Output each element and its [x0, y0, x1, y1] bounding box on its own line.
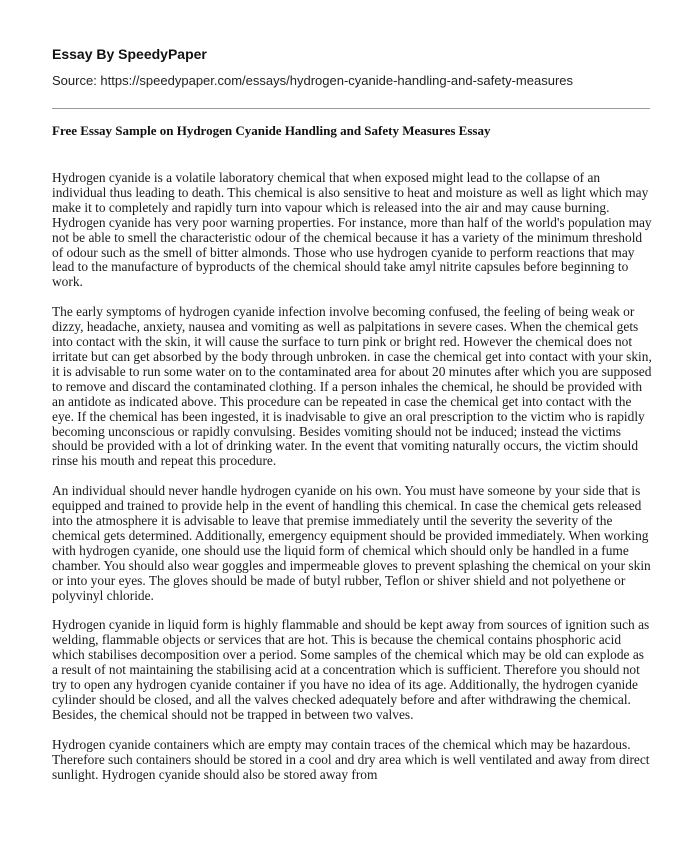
paragraph-2: The early symptoms of hydrogen cyanide infection involve becoming confused, the feeling of being weak or dizzy, headache, anxiety, nausea and vomiting as well as palpitations in severe cases. When the chemical gets into contact with the skin, it will cause the surface to turn pink or bright red. However the chemical does not irritate but can get absorbed by the body through unbroken. in case the chemical get into contact with your skin, it is advisable to run some water on to the contaminated area for about 20 minutes after which you are supposed to remove and discard the contaminated clothing. If a person inhales the chemical, he should be provided with an antidote as indicated above. This procedure can be repeated in case the chemical get into contact with the eye. If the chemical has been ingested, it is inadvisable to give an oral prescription to the victim who is rapidly becoming unconscious or rapidly convulsing. Besides vomiting should not be induced; instead the victims should be provided with a lot of drinking water. In the event that vomiting naturally occurs, the victim should rinse his mouth and repeat this procedure.: [52, 304, 652, 469]
paragraph-3: An individual should never handle hydrogen cyanide on his own. You must have someone by your side that is equipped and trained to provide help in the event of handling this chemical. In case the chemical gets released into the atmosphere it is advisable to leave that premise immediately until the severity the severity of the chemical gets determined. Additionally, emergency equipment should be provided immediately. When working with hydrogen cyanide, one should use the liquid form of chemical which should only be handled in a fume chamber. You should also wear goggles and impermeable gloves to prevent splashing the chemical on your skin or into your eyes. The gloves should be made of butyl rubber, Teflon or shiver shield and not polyethene or polyvinyl chloride.: [52, 483, 651, 603]
paragraph-4: Hydrogen cyanide in liquid form is highly flammable and should be kept away from sources of ignition such as welding, flammable objects or services that are hot. This is because the chemical contains phosphoric acid which stabilises decomposition over a period. Some samples of the chemical which may be old can explode as a result of not maintaining the stabilising acid at a concentration which is sufficient. Therefore you should not try to open any hydrogen cyanide container if you have no idea of its age. Additionally, the hydrogen cyanide cylinder should be closed, and all the valves checked adequately before and after withdrawing the chemical. Besides, the chemical should not be trapped in between two valves.: [52, 617, 650, 722]
source-line: Source: https://speedypaper.com/essays/hydrogen-cyanide-handling-and-safety-measures: [52, 73, 574, 88]
document-title: Free Essay Sample on Hydrogen Cyanide Handling and Safety Measures Essay: [52, 123, 491, 138]
document-body: [52, 171, 652, 798]
header-divider: [52, 108, 650, 109]
paragraph-5: Hydrogen cyanide containers which are empty may contain traces of the chemical which may be hazardous. Therefore such containers should be stored in a cool and dry area which is well ventilated and away from direct sunlight. Hydrogen cyanide should also be stored away from: [52, 736, 650, 782]
paragraph-1: Hydrogen cyanide is a volatile laboratory chemical that when exposed might lead to the collapse of an individual thus leading to death. This chemical is also sensitive to heat and moisture as well as light which may make it to completely and rapidly turn into vapour which is released into the air and may cause burning. Hydrogen cyanide has very poor warning properties. For instance, more than half of the world's population may not be able to smell the characteristic odour of the chemical because it has a variety of the minimum threshold of odour such as the smell of bitter almonds. Those who use hydrogen cyanide to perform reactions that may lead to the manufacture of byproducts of the chemical should take amyl nitrite capsules before beginning to work.: [52, 170, 652, 290]
brand-heading: Essay By SpeedyPaper: [52, 46, 207, 62]
